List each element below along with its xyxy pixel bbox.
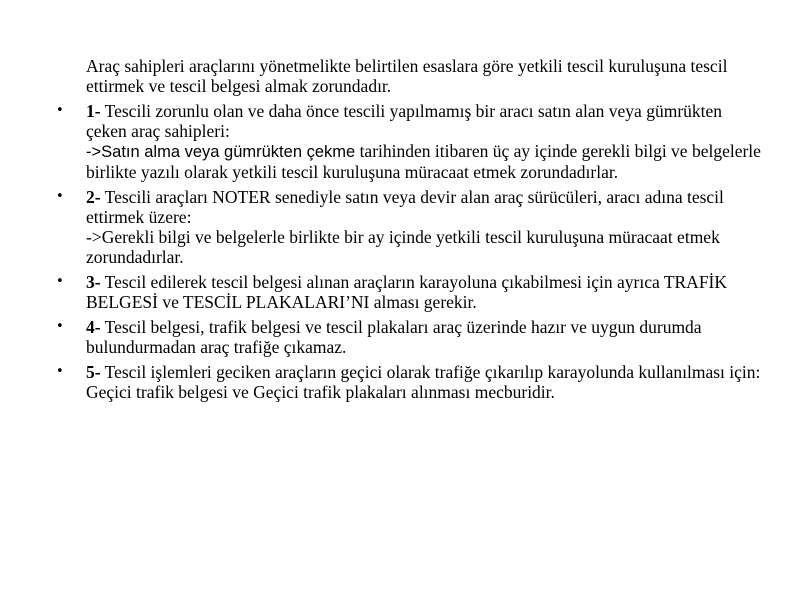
item-text: Tescil edilerek tescil belgesi alınan araçların karayoluna çıkabilmesi için ayrıca TRAFİK BELGESİ ve TESCİL PLAKALARI’NI alması gerekir. [86,272,728,312]
list-item [56,317,766,357]
item-number: 2- [86,187,101,207]
arrow-prefix: -> [86,143,102,161]
item-arrow-line [86,227,766,267]
bullet-icon: • [56,274,64,289]
item-number: 3- [86,272,101,292]
arrow-prefix: -> [86,227,102,247]
item-text: Tescil belgesi, trafik belgesi ve tescil plakaları araç üzerinde hazır ve uygun durumda bulundurmadan araç trafiğe çıkamaz. [86,317,702,357]
bullet-icon: • [56,189,64,204]
bullet-icon: • [56,364,64,379]
arrow-sans-text: Satın alma veya gümrükten çekme [101,143,356,161]
arrow-rest-text: tarihinden itibaren üç ay içinde gerekli bilgi ve belgelerle birlikte yazılı olarak yetkili tescil kuruluşuna müracaat etmek zorundadırlar. [86,141,761,182]
rules-list [56,101,766,402]
bullet-icon: • [56,319,64,334]
item-number: 1- [86,101,101,121]
list-item [56,187,766,267]
arrow-rest-text: Gerekli bilgi ve belgelerle birlikte bir ay içinde yetkili tescil kuruluşuna müracaat etmek zorundadırlar. [86,227,720,267]
list-item [56,272,766,312]
list-item [56,101,766,182]
item-text: Tescili araçları NOTER senediyle satın veya devir alan araç sürücüleri, aracı adına tescil ettirmek üzere: [86,187,724,227]
slide-content [56,56,766,407]
list-item [56,362,766,402]
bullet-icon: • [56,103,64,118]
item-number: 4- [86,317,101,337]
intro-paragraph: Araç sahipleri araçlarını yönetmelikte belirtilen esaslara göre yetkili tescil kuruluşuna tescil ettirmek ve tescil belgesi almak zorundadır. [86,56,728,96]
item-arrow-line [86,141,766,182]
item-text: Tescil işlemleri geciken araçların geçici olarak trafiğe çıkarılıp karayolunda kullanılması için: Geçici trafik belgesi ve Geçici trafik plakaları alınması mecburidir. [86,362,761,402]
item-number: 5- [86,362,101,382]
item-text: Tescili zorunlu olan ve daha önce tescili yapılmamış bir aracı satın alan veya gümrükten çeken araç sahipleri: [86,101,723,141]
